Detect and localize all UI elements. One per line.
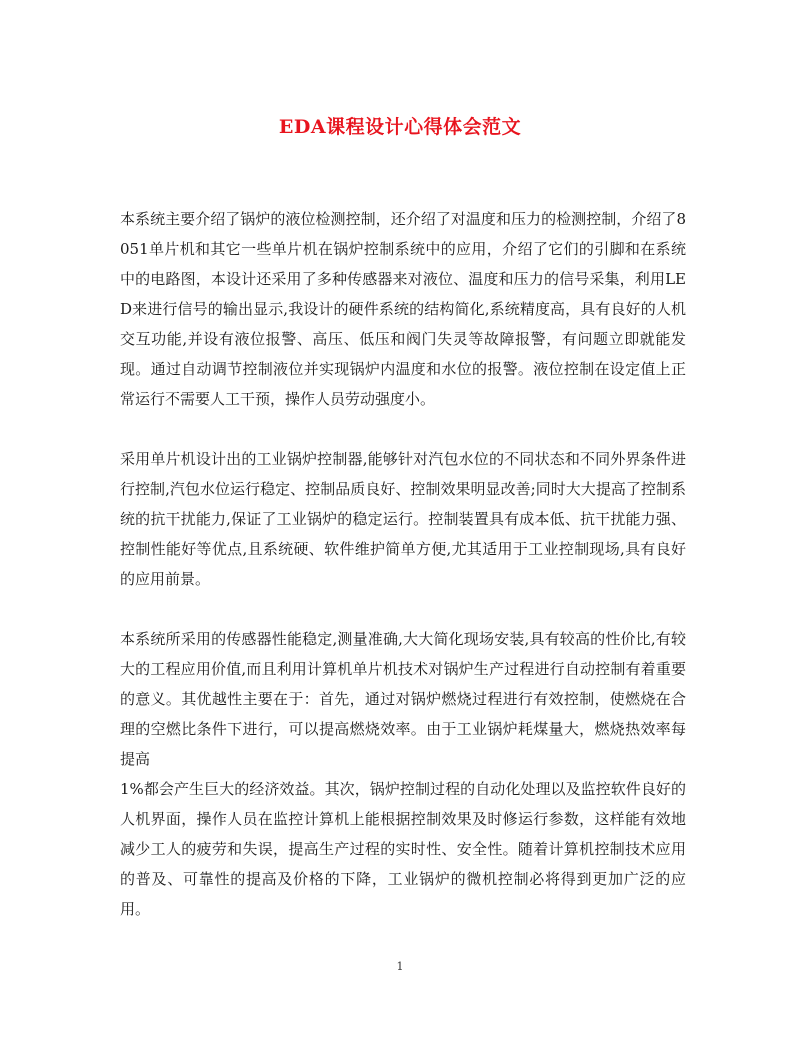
paragraph-4: 1%都会产生巨大的经济效益。其次，锅炉控制过程的自动化处理以及监控软件良好的人机界面，操作人员在监控计算机上能根据控制效果及时修运行参数，这样能有效地减少工人的疲劳和失误，提高生产过程的实时性、安全性。随着计算机控制技术应用的普及、可靠性的提高及价格的下降，工业锅炉的微机控制必将得到更加广泛的应用。: [120, 780, 686, 918]
paragraph-gap: [120, 414, 686, 444]
document-title: EDA课程设计心得体会范文: [278, 116, 522, 138]
paragraph-3: 本系统所采用的传感器性能稳定,测量准确,大大简化现场安装,具有较高的性价比,有较大的工程应用价值,而且利用计算机单片机技术对锅炉生产过程进行自动控制有着重要的意义。其优越性主要在于：首先，通过对锅炉燃烧过程进行有效控制，使燃烧在合理的空燃比条件下进行，可以提高燃烧效率。由于工业锅炉耗煤量大，燃烧热效率每提高: [120, 630, 686, 768]
document-body: [120, 204, 686, 924]
paragraph-1: 本系统主要介绍了锅炉的液位检测控制，还介绍了对温度和压力的检测控制，介绍了8051单片机和其它一些单片机在锅炉控制系统中的应用，介绍了它们的引脚和在系统中的电路图，本设计还采用了多种传感器来对液位、温度和压力的信号采集，利用LED来进行信号的输出显示,我设计的硬件系统的结构简化,系统精度高，具有良好的人机交互功能,并设有液位报警、高压、低压和阀门失灵等故障报警，有问题立即就能发现。通过自动调节控制液位并实现锅炉内温度和水位的报警。液位控制在设定值上正常运行不需要人工干预，操作人员劳动强度小。: [120, 210, 686, 408]
paragraph-2: 采用单片机设计出的工业锅炉控制器,能够针对汽包水位的不同状态和不同外界条件进行控制,汽包水位运行稳定、控制品质良好、控制效果明显改善;同时大大提高了控制系统的抗干扰能力,保证了工业锅炉的稳定运行。控制装置具有成本低、抗干扰能力强、控制性能好等优点,且系统硬、软件维护简单方便,尤其适用于工业控制现场,具有良好的应用前景。: [120, 450, 686, 588]
paragraph-gap: [120, 594, 686, 624]
page-number: 1: [396, 960, 404, 973]
